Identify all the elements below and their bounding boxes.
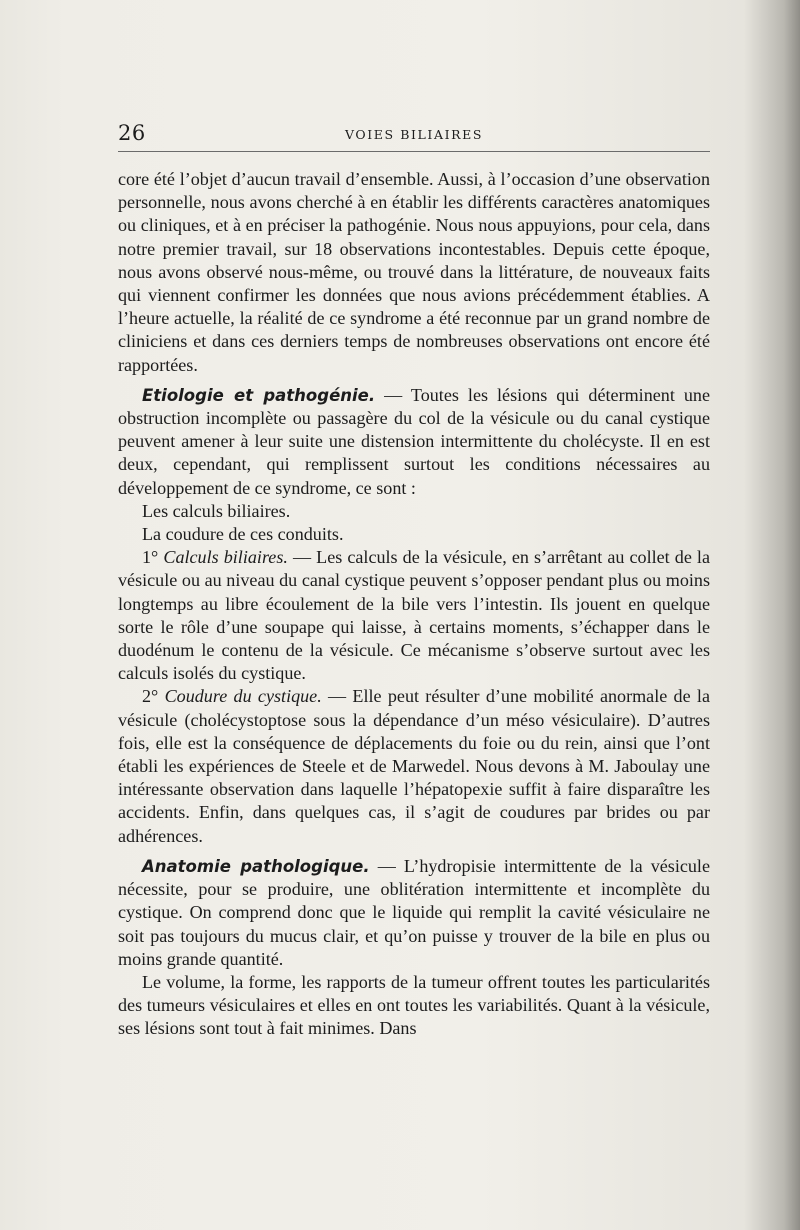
subheading-calculs: Calculs biliaires. <box>163 547 288 568</box>
paragraph-coudure-text: — Elle peut résulter d’une mobilité anormale de la vésicule (cholécystoptose sous la dépendance d’un méso vésiculaire). D’autres fois, elle est la conséquence de déplacements du foie ou du rein, ainsi que l’ont établi les expériences de Steele et de Marwedel. Nous devons à M. Jaboulay une intéressante observation dans laquelle l’hépatopexie suffit à faire disparaître les accidents. Enfin, dans quelques cas, il s’agit de coudures par brides ou par adhérences. <box>118 686 710 846</box>
subheading-coudure: Coudure du cystique. <box>164 686 322 707</box>
section-heading-anatomie: Anatomie pathologique. <box>142 856 370 876</box>
header-rule <box>118 151 710 152</box>
paragraph-calculs <box>118 546 710 685</box>
list-item-calculs: Les calculs biliaires. <box>142 500 291 521</box>
paragraph-volume: Le volume, la forme, les rapports de la tumeur offrent toutes les particularités des tumeurs vésiculaires et elles en ont toutes les variabilités. Quant à la vésicule, ses lésions sont tout à fait minimes. Dans <box>118 971 710 1039</box>
paragraph-anatomie-text: — L’hydropisie intermittente de la vésicule nécessite, pour se produire, une oblitération intermittente et incomplète du cystique. On comprend donc que le liquide qui remplit la cavité vésiculaire ne soit pas toujours du mucus clair, et qu’on puisse y trouver de la bile en plus ou moins grande quantité. <box>118 855 710 969</box>
item-number-2: 2° <box>142 686 159 707</box>
paragraph-coudure <box>118 685 710 847</box>
list-item-coudure: La coudure de ces conduits. <box>142 524 344 545</box>
paragraph-etiology <box>118 384 710 500</box>
page-number: 26 <box>118 121 146 145</box>
paragraph-anatomie <box>118 855 710 971</box>
page-body <box>118 168 710 1041</box>
page-header <box>118 121 710 149</box>
running-title: VOIES BILIAIRES <box>344 127 484 142</box>
section-heading-etiology: Etiologie et pathogénie. <box>142 385 376 405</box>
paragraph-continued: core été l’objet d’aucun travail d’ensemble. Aussi, à l’occasion d’une observation personnelle, nous avons cherché à en établir les différents caractères anatomiques ou cliniques, et à en préciser la pathogénie. Nous nous appuyions, pour cela, dans notre premier travail, sur 18 observations incontestables. Depuis cette époque, nous avons observé nous-même, ou trouvé dans la littérature, de nouveaux faits qui viennent confirmer les données que nous avions précédemment établies. A l’heure actuelle, la réalité de ce syndrome a été reconnue par un grand nombre de cliniciens et dans ces derniers temps de nombreuses observations ont encore été rapportées. <box>118 169 710 375</box>
paragraph-calculs-text: — Les calculs de la vésicule, en s’arrêtant au collet de la vésicule ou au niveau du canal cystique peuvent s’opposer pendant plus ou moins longtemps au libre écoulement de la bile vers l’intestin. Ils jouent en quelque sorte le rôle d’une soupape qui laisse, à certains moments, s’échapper dans le duodénum le contenu de la vésicule. Ce mécanisme s’observe surtout avec les calculs isolés du cystique. <box>118 547 710 684</box>
paragraph-etiology-text: — Toutes les lésions qui déterminent une obstruction incomplète ou passagère du col de la vésicule ou du canal cystique peuvent amener à leur suite une distension intermittente du cholécyste. Il en est deux, cependant, qui remplissent surtout les conditions nécessaires au développement de ce syndrome, ce sont : <box>118 384 710 498</box>
item-number-1: 1° <box>142 547 159 568</box>
